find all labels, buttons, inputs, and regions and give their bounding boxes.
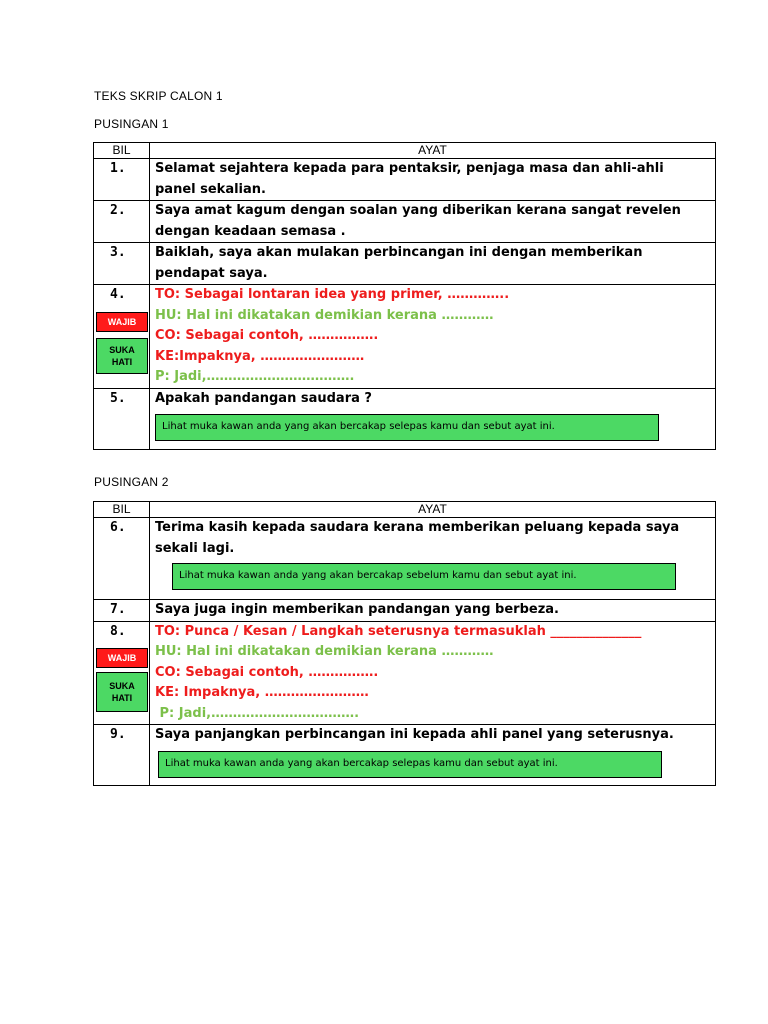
row-text <box>150 285 716 389</box>
text-line: Apakah pandangan saudara ? <box>155 390 372 406</box>
text-line: dengan keadaan semasa . <box>155 223 346 239</box>
row-text <box>150 201 716 243</box>
example-line: CO: Sebagai contoh, ……………. <box>155 664 379 680</box>
column-header-ayat: AYAT <box>150 502 716 518</box>
topic-line: TO: Punca / Kesan / Langkah seterusnya termasuklah ______________ <box>155 623 642 639</box>
row-text <box>150 518 716 600</box>
impact-line: KE:Impaknya, …………………… <box>155 348 365 364</box>
round-1-table <box>93 142 716 450</box>
row-text <box>150 159 716 201</box>
row-number: 1. <box>94 159 150 201</box>
row-number: 7. <box>94 600 150 622</box>
row-number-cell <box>94 285 150 389</box>
optional-tag <box>96 338 148 374</box>
row-text <box>150 600 716 622</box>
text-line: Selamat sejahtera kepada para pentaksir, penjaga masa dan ahli-ahli <box>155 161 664 176</box>
row-text <box>150 243 716 285</box>
round-2-table <box>93 501 716 786</box>
row-number: 2. <box>94 201 150 243</box>
text-line: Baiklah, saya akan mulakan perbincangan ini dengan memberikan <box>155 245 643 260</box>
column-header-bil: BIL <box>94 502 150 518</box>
example-line: CO: Sebagai contoh, ……………. <box>155 328 379 343</box>
optional-tag-line: HATI <box>111 692 133 703</box>
conclusion-line: P: Jadi,……………………………. <box>155 705 360 721</box>
row-text <box>150 621 716 725</box>
text-line: Saya juga ingin memberikan pandangan yang berbeza. <box>155 602 559 617</box>
round-2-heading: PUSINGAN 2 <box>94 475 169 489</box>
table-row <box>94 600 716 622</box>
table-row <box>94 388 716 449</box>
table-row <box>94 243 716 285</box>
elaboration-line: HU: Hal ini dikatakan demikian kerana ………… <box>155 644 494 659</box>
elaboration-line: HU: Hal ini dikatakan demikian kerana ………… <box>155 307 494 323</box>
optional-tag <box>96 672 148 712</box>
row-number: 4. <box>110 287 126 302</box>
row-number: 9. <box>94 725 150 786</box>
text-line: pendapat saya. <box>155 265 268 281</box>
table-row <box>94 285 716 389</box>
text-line: sekali lagi. <box>155 540 235 556</box>
conclusion-line: P: Jadi,……………………………. <box>155 369 355 384</box>
table-row <box>94 159 716 201</box>
impact-line: KE: Impaknya, …………………… <box>155 685 369 700</box>
table-row <box>94 518 716 600</box>
text-line: panel sekalian. <box>155 181 266 197</box>
instruction-note: Lihat muka kawan anda yang akan bercakap sebelum kamu dan sebut ayat ini. <box>172 563 676 590</box>
round-1-heading: PUSINGAN 1 <box>94 117 169 131</box>
row-text <box>150 725 716 786</box>
table-row <box>94 621 716 725</box>
column-header-ayat: AYAT <box>150 143 716 159</box>
row-text <box>150 388 716 449</box>
instruction-note: Lihat muka kawan anda yang akan bercakap selepas kamu dan sebut ayat ini. <box>158 751 662 778</box>
optional-tag-line: HATI <box>111 357 133 367</box>
row-number: 6. <box>94 518 150 600</box>
optional-tag-line: SUKA <box>109 345 135 355</box>
row-number: 3. <box>94 243 150 285</box>
row-number: 5. <box>94 388 150 449</box>
text-line: Terima kasih kepada saudara kerana memberikan peluang kepada saya <box>155 520 680 535</box>
table-row <box>94 725 716 786</box>
table-row <box>94 201 716 243</box>
text-line: Saya amat kagum dengan soalan yang diberikan kerana sangat revelen <box>155 203 681 218</box>
text-line: Saya panjangkan perbincangan ini kepada ahli panel yang seterusnya. <box>155 727 674 742</box>
optional-tag-line: SUKA <box>109 680 135 691</box>
column-header-bil: BIL <box>94 143 150 159</box>
row-number-cell <box>94 621 150 725</box>
topic-line: TO: Sebagai lontaran idea yang primer, ………….. <box>155 287 510 302</box>
row-number: 8. <box>110 623 126 639</box>
required-tag: WAJIB <box>96 648 148 668</box>
document-title: TEKS SKRIP CALON 1 <box>94 89 223 103</box>
instruction-note: Lihat muka kawan anda yang akan bercakap selepas kamu dan sebut ayat ini. <box>155 414 659 441</box>
required-tag: WAJIB <box>96 312 148 332</box>
